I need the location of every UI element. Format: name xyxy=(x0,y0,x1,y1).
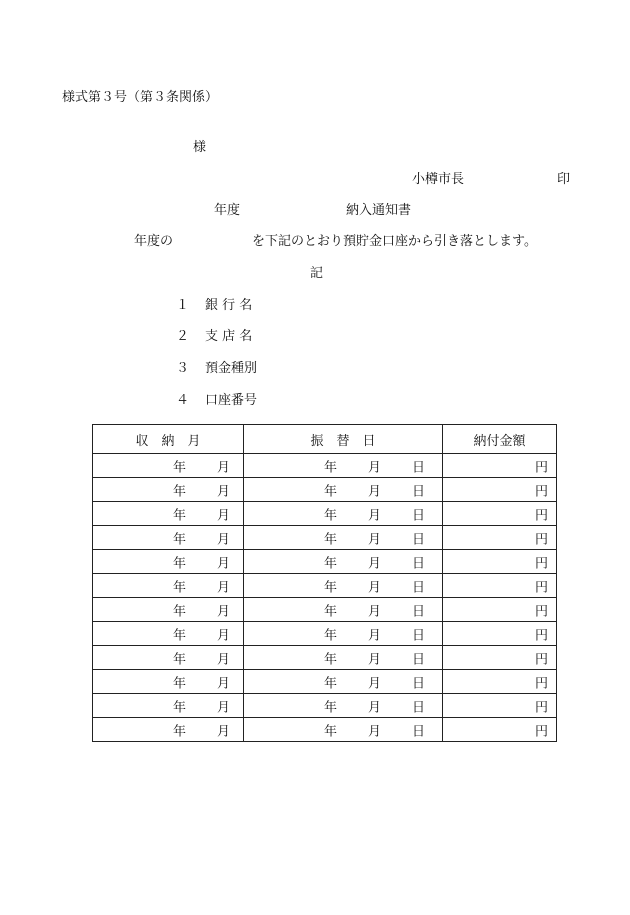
transfer-date-cell xyxy=(244,574,443,598)
table-row xyxy=(93,454,557,478)
yen-unit: 円 xyxy=(534,508,548,523)
collection-month-cell xyxy=(93,598,244,622)
month-unit: 月 xyxy=(368,724,382,739)
item-no-account: ４ xyxy=(176,393,190,408)
day-unit: 日 xyxy=(412,700,426,715)
year-unit: 年 xyxy=(173,532,187,547)
year-unit: 年 xyxy=(173,484,187,499)
year-unit: 年 xyxy=(173,724,187,739)
form-number: 様式第３号（第３条関係） xyxy=(62,90,219,105)
table-row xyxy=(93,526,557,550)
month-unit: 月 xyxy=(217,676,231,691)
payment-amount-cell xyxy=(443,550,557,574)
body-prefix: 年度の xyxy=(134,234,174,249)
day-unit: 日 xyxy=(412,580,426,595)
table-row xyxy=(93,694,557,718)
month-unit: 月 xyxy=(368,580,382,595)
issuer: 小樽市長 xyxy=(412,172,465,187)
month-unit: 月 xyxy=(217,724,231,739)
header-transfer-date: 振 替 日 xyxy=(244,425,443,454)
month-unit: 月 xyxy=(217,484,231,499)
transfer-date-cell xyxy=(244,622,443,646)
table-row xyxy=(93,622,557,646)
addressee-suffix: 様 xyxy=(193,140,207,155)
payment-amount-cell xyxy=(443,694,557,718)
payment-amount-cell xyxy=(443,670,557,694)
payment-amount-cell xyxy=(443,526,557,550)
day-unit: 日 xyxy=(412,508,426,523)
table-row xyxy=(93,478,557,502)
table-row xyxy=(93,502,557,526)
month-unit: 月 xyxy=(217,652,231,667)
year-unit: 年 xyxy=(324,724,338,739)
header-collection-month: 収 納 月 xyxy=(93,425,244,454)
item-no-bank: １ xyxy=(176,298,190,313)
collection-month-cell xyxy=(93,454,244,478)
year-unit: 年 xyxy=(324,460,338,475)
transfer-date-cell xyxy=(244,550,443,574)
yen-unit: 円 xyxy=(534,676,548,691)
month-unit: 月 xyxy=(368,604,382,619)
month-unit: 月 xyxy=(368,556,382,571)
yen-unit: 円 xyxy=(534,532,548,547)
item-no-deposit-type: ３ xyxy=(176,361,190,376)
yen-unit: 円 xyxy=(534,484,548,499)
header-payment-amount: 納付金額 xyxy=(443,425,557,454)
year-unit: 年 xyxy=(324,652,338,667)
transfer-date-cell xyxy=(244,646,443,670)
payment-amount-cell xyxy=(443,598,557,622)
day-unit: 日 xyxy=(412,628,426,643)
year-unit: 年 xyxy=(173,508,187,523)
month-unit: 月 xyxy=(217,460,231,475)
year-unit: 年 xyxy=(324,604,338,619)
collection-month-cell xyxy=(93,574,244,598)
day-unit: 日 xyxy=(412,460,426,475)
month-unit: 月 xyxy=(368,628,382,643)
table-row xyxy=(93,718,557,742)
body-suffix: を下記のとおり預貯金口座から引き落とします。 xyxy=(252,234,537,249)
collection-month-cell xyxy=(93,646,244,670)
collection-month-cell xyxy=(93,718,244,742)
month-unit: 月 xyxy=(217,508,231,523)
year-unit: 年 xyxy=(173,652,187,667)
day-unit: 日 xyxy=(412,676,426,691)
year-unit: 年 xyxy=(324,556,338,571)
table-row xyxy=(93,598,557,622)
seal-mark: 印 xyxy=(557,172,571,187)
yen-unit: 円 xyxy=(534,724,548,739)
year-unit: 年 xyxy=(173,460,187,475)
table-row xyxy=(93,574,557,598)
year-unit: 年 xyxy=(173,556,187,571)
month-unit: 月 xyxy=(217,700,231,715)
table-row xyxy=(93,646,557,670)
month-unit: 月 xyxy=(368,652,382,667)
payment-amount-cell xyxy=(443,574,557,598)
year-unit: 年 xyxy=(173,604,187,619)
yen-unit: 円 xyxy=(534,460,548,475)
item-label-bank: 銀 行 名 xyxy=(205,298,253,313)
transfer-date-cell xyxy=(244,670,443,694)
year-unit: 年 xyxy=(324,628,338,643)
day-unit: 日 xyxy=(412,532,426,547)
month-unit: 月 xyxy=(368,484,382,499)
yen-unit: 円 xyxy=(534,556,548,571)
payment-schedule-table xyxy=(92,424,557,742)
day-unit: 日 xyxy=(412,604,426,619)
yen-unit: 円 xyxy=(534,628,548,643)
month-unit: 月 xyxy=(217,604,231,619)
year-unit: 年 xyxy=(173,700,187,715)
yen-unit: 円 xyxy=(534,580,548,595)
month-unit: 月 xyxy=(368,700,382,715)
yen-unit: 円 xyxy=(534,700,548,715)
fiscal-year-label: 年度 xyxy=(214,203,241,218)
item-label-account: 口座番号 xyxy=(205,393,258,408)
day-unit: 日 xyxy=(412,484,426,499)
item-label-branch: 支 店 名 xyxy=(205,329,253,344)
table-row xyxy=(93,550,557,574)
year-unit: 年 xyxy=(324,580,338,595)
transfer-date-cell xyxy=(244,478,443,502)
collection-month-cell xyxy=(93,550,244,574)
month-unit: 月 xyxy=(217,580,231,595)
payment-amount-cell xyxy=(443,454,557,478)
month-unit: 月 xyxy=(217,556,231,571)
transfer-date-cell xyxy=(244,454,443,478)
collection-month-cell xyxy=(93,526,244,550)
year-unit: 年 xyxy=(324,484,338,499)
payment-amount-cell xyxy=(443,646,557,670)
year-unit: 年 xyxy=(173,628,187,643)
day-unit: 日 xyxy=(412,652,426,667)
transfer-date-cell xyxy=(244,598,443,622)
yen-unit: 円 xyxy=(534,652,548,667)
payment-amount-cell xyxy=(443,718,557,742)
table-header-row xyxy=(93,425,557,454)
ki-heading: 記 xyxy=(310,266,324,281)
year-unit: 年 xyxy=(173,676,187,691)
year-unit: 年 xyxy=(324,676,338,691)
year-unit: 年 xyxy=(324,508,338,523)
payment-amount-cell xyxy=(443,478,557,502)
collection-month-cell xyxy=(93,622,244,646)
notice-title: 納入通知書 xyxy=(346,203,412,218)
payment-amount-cell xyxy=(443,622,557,646)
transfer-date-cell xyxy=(244,502,443,526)
day-unit: 日 xyxy=(412,556,426,571)
item-label-deposit-type: 預金種別 xyxy=(205,361,258,376)
transfer-date-cell xyxy=(244,526,443,550)
month-unit: 月 xyxy=(368,508,382,523)
day-unit: 日 xyxy=(412,724,426,739)
collection-month-cell xyxy=(93,478,244,502)
month-unit: 月 xyxy=(217,532,231,547)
month-unit: 月 xyxy=(368,532,382,547)
year-unit: 年 xyxy=(324,700,338,715)
transfer-date-cell xyxy=(244,694,443,718)
year-unit: 年 xyxy=(173,580,187,595)
collection-month-cell xyxy=(93,670,244,694)
collection-month-cell xyxy=(93,694,244,718)
month-unit: 月 xyxy=(368,676,382,691)
year-unit: 年 xyxy=(324,532,338,547)
month-unit: 月 xyxy=(368,460,382,475)
month-unit: 月 xyxy=(217,628,231,643)
table-row xyxy=(93,670,557,694)
yen-unit: 円 xyxy=(534,604,548,619)
transfer-date-cell xyxy=(244,718,443,742)
payment-amount-cell xyxy=(443,502,557,526)
collection-month-cell xyxy=(93,502,244,526)
item-no-branch: ２ xyxy=(176,329,190,344)
